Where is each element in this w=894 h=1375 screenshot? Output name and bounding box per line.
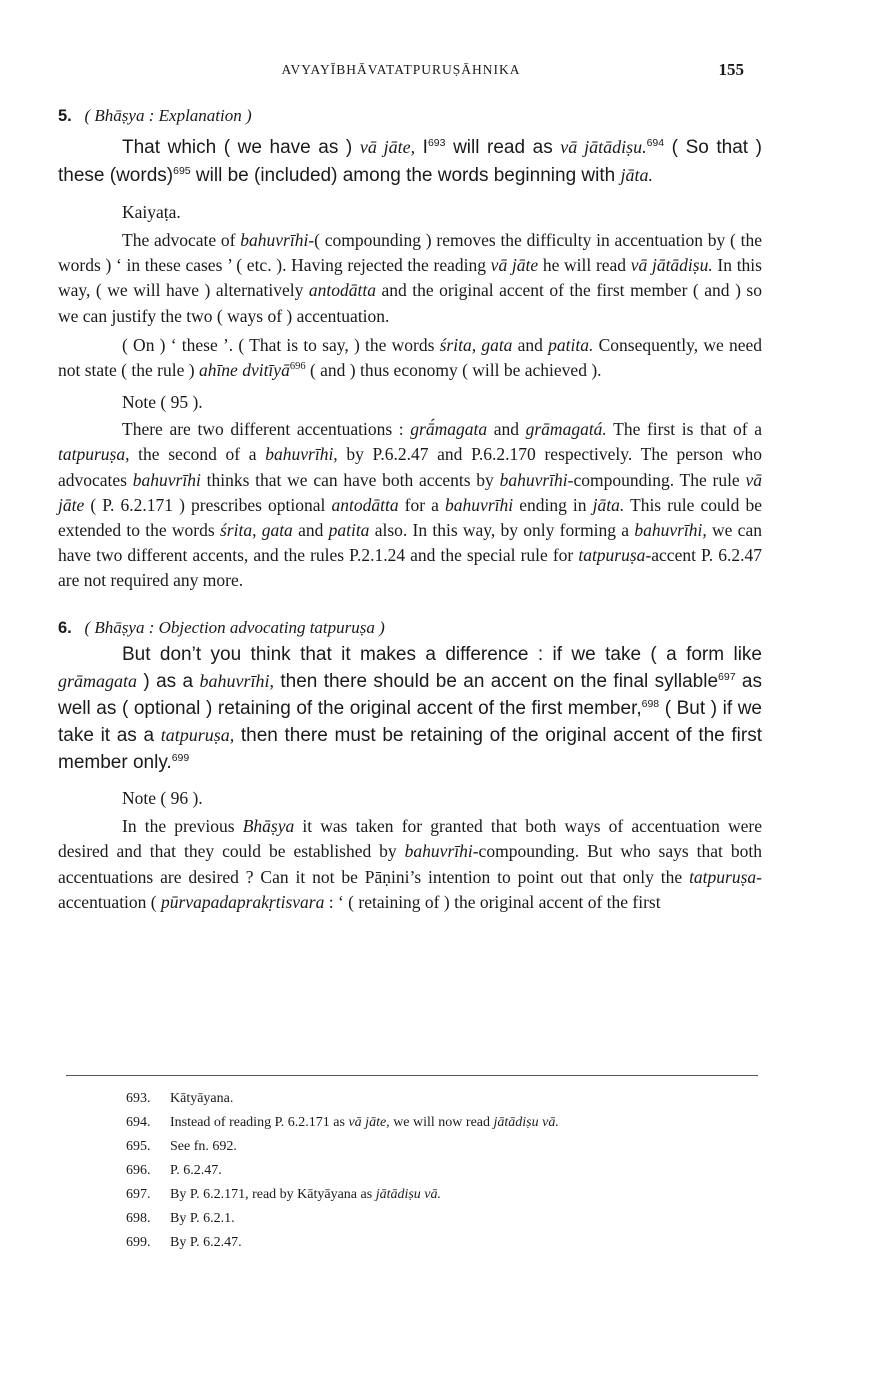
section-number: 5. (58, 107, 72, 125)
section-title: ( Bhāṣya : Explanation ) (84, 106, 252, 125)
footnote: 694. Instead of reading P. 6.2.171 as vā jāte, we will now read jātādiṣu vā. (126, 1115, 559, 1130)
footnote: 695. See fn. 692. (126, 1139, 237, 1154)
footnote: 693. Kātyāyana. (126, 1091, 234, 1106)
kaiyata-paragraph-1: The advocate of bahuvrīhi-( compounding ) removes the difficulty in accentuation by ( the words ) ‘ in these cases ’ ( etc. ). Having rejected the reading vā jāte he will read vā jātādiṣu. In this way, ( we will have ) alternatively antodātta and the original accent of the first member ( and ) so we can justify the two ( ways of ) accentuation. (58, 230, 762, 326)
section-title: ( Bhāṣya : Objection advocating tatpuruṣa ) (84, 617, 385, 637)
section-number: 6. (58, 618, 72, 637)
bhasya-paragraph: But don’t you think that it makes a difference : if we take ( a form like grāmagata ) as a bahuvrīhi, then there should be an accent on the final syllable$^{697}$ as well as ( optional ) retaining of the original accent of the first member,$^{698}$ ( But ) if we take it as a tatpuruṣa, then there must be retaining of the original accent of the first member only.$^{699}$ (58, 643, 763, 773)
kaiyata-label: Kaiyaṭa. (122, 202, 181, 222)
footnotes (126, 1087, 766, 1255)
note-95-label: Note ( 95 ). (122, 392, 203, 413)
kaiyata-paragraph-2: ( On ) ‘ these ’. ( That is to say, ) the words śrita, gata and patita. Consequently, we need not state ( the rule ) ahīne dvitīyā$^{696}$ ( and ) thus economy ( will be achieved ). (58, 334, 762, 381)
page-header (58, 60, 744, 84)
footnote: 696. P. 6.2.47. (126, 1163, 222, 1178)
page-number: 155 (718, 60, 744, 79)
section-6-heading (58, 616, 762, 640)
note-96-paragraph: In the previous Bhāṣya it was taken for granted that both ways of accentuation were desired and that they could be established by bahuvrīhi-compounding. But who says that both accentuations are desired ? Can it not be Pāṇini’s intention to point out that only the tatpuruṣa-accentuation ( pūrvapadaprakṛtisvara : ‘ ( retaining of ) the original accent of the first (58, 816, 762, 912)
section-5-heading (58, 104, 762, 128)
note-96-label: Note ( 96 ). (122, 788, 203, 809)
running-head: AVYAYĪBHĀVATATPURUṢĀHNIKA (281, 62, 521, 77)
note-95-paragraph: There are two different accentuations : grā́magata and grāmagatá. The first is that of a tatpuruṣa, the second of a bahuvrīhi, by P.6.2.47 and P.6.2.170 respectively. The person who advocates bahuvrīhi thinks that we can have both accents by bahuvrīhi-compounding. The rule vā jāte ( P. 6.2.171 ) prescribes optional antodātta for a bahuvrīhi ending in jāta. This rule could be extended to the words śrita, gata and patita also. In this way, by only forming a bahuvrīhi, we can have two different accents, and the rules P.2.1.24 and the special rule for tatpuruṣa-accent P. 6.2.47 are not required any more. (58, 419, 762, 591)
footnote: 699. By P. 6.2.47. (126, 1235, 242, 1250)
footnote: 697. By P. 6.2.171, read by Kātyāyana as jātādiṣu vā. (126, 1187, 442, 1202)
footnote-divider (66, 1075, 758, 1076)
page-body (58, 104, 762, 915)
footnote: 698. By P. 6.2.1. (126, 1211, 235, 1226)
bhasya-paragraph: That which ( we have as ) vā jāte, $I^{693}$ will read as vā jātādiṣu.$^{694}$ ( So that ) these (words)$^{695}$ will be (included) among the words beginning with jāta. (58, 137, 762, 186)
